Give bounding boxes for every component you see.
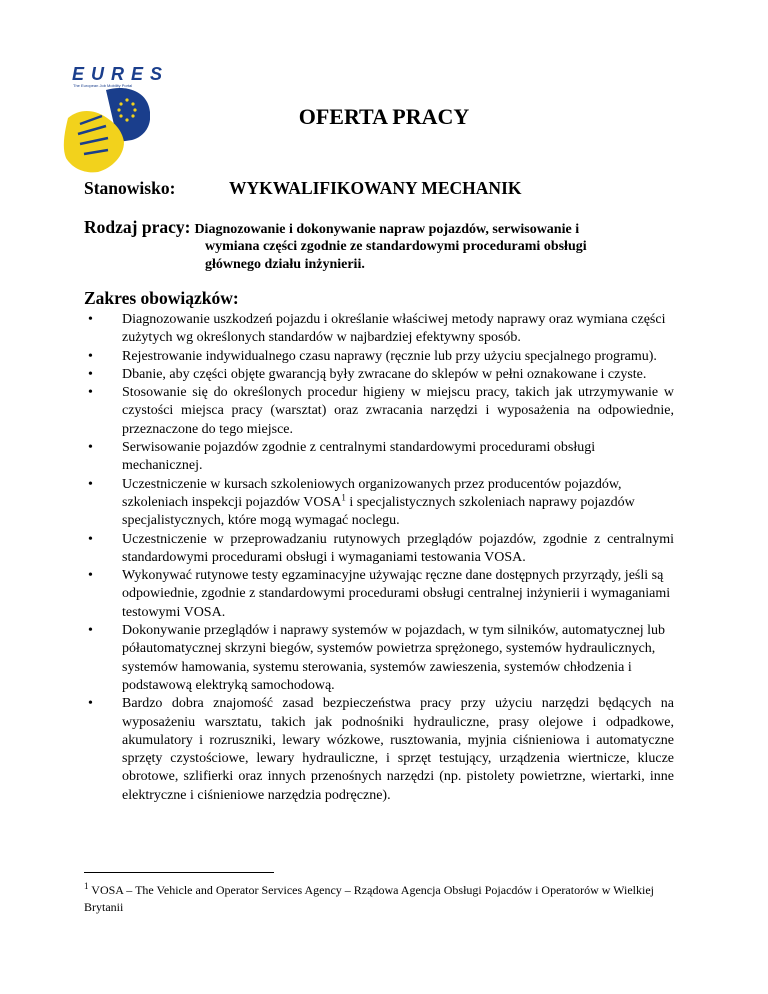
list-item: • Serwisowanie pojazdów zgodnie z centralnymi standardowymi procedurami obsługi mechanicznej. (84, 439, 674, 476)
work-type-label: Rodzaj pracy: (84, 217, 191, 237)
footnote-marker: 1 (84, 881, 89, 891)
list-item: • Bardzo dobra znajomość zasad bezpieczeństwa pracy przy użyciu narzędzi będących na wyposażeniu warsztatu, takich jak podnośniki hydrauliczne, prasy olejowe i odpadkowe, akumulatory i rozruszniki, lewary wózkowe, rusztowania, myjnia ciśnieniowa i automatyczne sprzęty czystościowe, lewary hydrauliczne, i sprzęt testujący, urządzenia wiertnicze, klucze obrotowe, szlifierki oraz innych przenośnych narzędzi (np. pistolety powietrzne, wiertarki, inne elektryczne i ciśnieniowe narzędzia podręczne). (84, 695, 674, 805)
work-type-line-2: wymiana części zgodnie ze standardowymi procedurami obsługi (205, 239, 587, 254)
duty-text-cont: i specjalistycznych szkoleniach naprawy pojazdów specjalistycznych, które mogą wymagać noclegu. (122, 494, 635, 529)
list-item: • Rejestrowanie indywidualnego czasu naprawy (ręcznie lub przy użyciu specjalnego programu). (84, 348, 674, 366)
list-item: • Wykonywać rutynowe testy egzaminacyjne używając ręczne dane dostępnych przyrządy, jeśli są odpowiednie, zgodnie z standardowymi procedurami obsługi centralnej inżynierii i wymaganiami testowymi VOSA. (84, 567, 674, 622)
logo-wordmark: EURES (72, 64, 170, 84)
work-type-line-1: Diagnozowanie i dokonywanie napraw pojazdów, serwisowanie i (194, 222, 580, 237)
list-item: • Stosowanie się do określonych procedur higieny w miejscu pracy, takich jak utrzymywanie w czystości miejsca pracy (warsztat) oraz zwracania narzędzi i wyposażenia na odpowiednie, przeznaczone do tego miejsce. (84, 384, 674, 439)
logo-subtitle: The European Job Mobility Portal (73, 83, 133, 88)
position-line (84, 178, 522, 199)
list-item: • Uczestniczenie w przeprowadzaniu rutynowych przeglądów pojazdów, zgodnie z centralnymi standardowymi procedurami obsługi i wymaganiami testowania VOSA. (84, 531, 674, 568)
list-item: • Diagnozowanie uszkodzeń pojazdu i określanie właściwej metody naprawy oraz wymiana części zużytych wg określonych standardów w najbardziej efektywny sposób. (84, 311, 674, 348)
list-item (84, 476, 674, 531)
footnote-text: VOSA – The Vehicle and Operator Services Agency – Rządowa Agencja Obsługi Pojacdów i Operatorów w Wielkiej Brytanii (84, 883, 655, 914)
duties-list (84, 311, 674, 805)
work-type-line-3: głównego działu inżynierii. (205, 257, 365, 272)
duty-text: Uczestniczenie w kursach szkoleniowych organizowanych przez producentów pojazdów, szkoleniach inspekcji pojazdów VOSA (122, 476, 622, 510)
footnote (84, 882, 674, 916)
footnote-divider (84, 872, 274, 873)
work-type-block (84, 217, 587, 274)
list-item: • Dbanie, aby części objęte gwarancją były zwracane do sklepów w pełni oznakowane i czyste. (84, 366, 674, 384)
list-item: • Dokonywanie przeglądów i naprawy systemów w pojazdach, w tym silników, automatycznej lub półautomatycznej skrzyni biegów, systemów powietrza sprężonego, systemów hydraulicznych, systemów hamowania, systemu sterowania, systemów zawieszenia, systemów chłodzenia i podstawową elektryką samochodową. (84, 622, 674, 695)
footnote-ref: 1 (341, 492, 346, 503)
page-title: OFERTA PRACY (298, 104, 470, 129)
duties-heading: Zakres obowiązków: (84, 288, 239, 308)
position-label: Stanowisko: (84, 178, 176, 198)
position-value: WYKWALIFIKOWANY MECHANIK (229, 178, 522, 198)
